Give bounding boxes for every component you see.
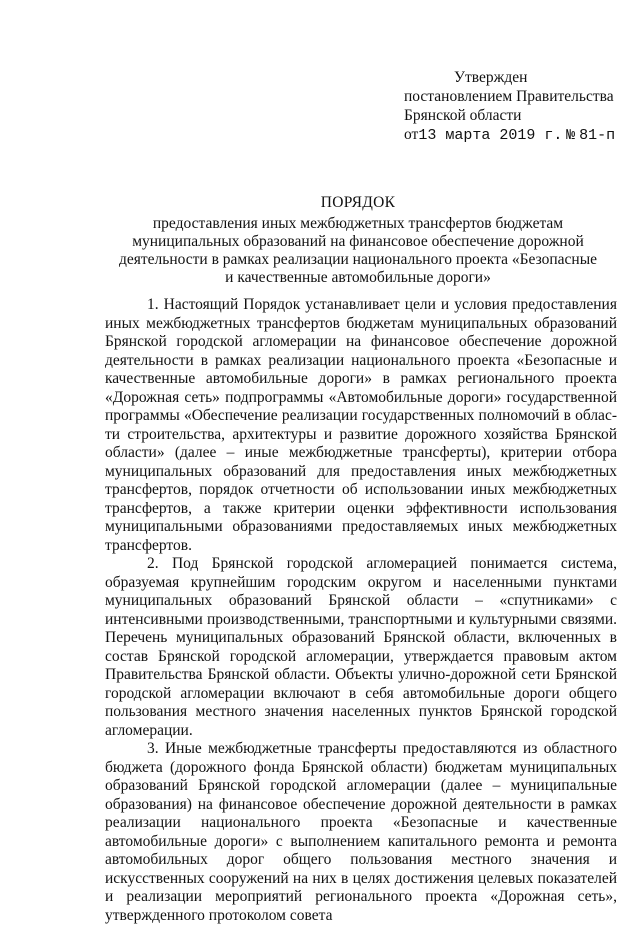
approval-number-sign: № [566,127,576,144]
approval-stamp [404,68,636,145]
approval-region: Брянской области [404,107,522,124]
document-body [105,296,617,925]
approval-heading: Утвержден [454,69,528,86]
title-line: предоставления иных межбюджетных трансфертов бюджетам [152,215,564,232]
approval-by-resolution: постановлением Правительства [404,88,614,105]
title-line: деятельности в рамках реализации национального проекта «Безопасные [119,251,597,268]
title-line: муниципальных образований на финансовое обеспечение дорожной [132,233,584,250]
title-line: и качественные автомобильные дороги» [225,269,491,286]
approval-date-line [404,125,636,145]
paragraph-2: 2. Под Брянской городской агломерацией понимается система, образуемая крупнейшим городским округом и населенными пунктами муниципальных образований Брянской области – «спутниками» с интенсивными производственными, транспортными и культурными связями. Перечень муниципальных образований Брянской области, включенных в состав Брянской городской агломерации, утверждается правовым актом Правительства Брянской области. Объекты улично-дорожной сети Брянской городской агломерации включают в себя автомобильные дороги общего пользования местного значения населенных пунктов Брянской городской агломерации. [105,555,617,739]
paragraph-1: 1. Настоящий Порядок устанавливает цели и условия предоставления иных межбюджетных трансфертов бюджетам муниципальных образований Брянской городской агломерации на финансовое обеспечение дорожной деятельности в рамках реализации национального проекта «Безопасные и качественные автомобильные дороги» в рамках регионального проекта «Дорожная сеть» подпрограммы «Автомобильные дороги» государственной программы «Обеспечение реализации государственных полномочий в области строительства, архитектуры и развитие дорожного хозяйства Брянской области» (далее – иные межбюджетные трансферты), критерии отбора муниципальных образований для предоставления иных межбюджетных трансфертов, порядок отчетности об использовании иных межбюджетных трансфертов, а также критерии оценки эффективности использования муниципальными образованиями предоставляемых иных межбюджетных трансфертов. [105,296,617,554]
document-heading: ПОРЯДОК [320,194,396,211]
approval-date-prefix: от [404,126,419,143]
paragraph-3: 3. Иные межбюджетные трансферты предоставляются из областного бюджета (дорожного фонда Брянской области) бюджетам муниципальных образований Брянской городской агломерации (далее – муниципальные образования) на финансовое обеспечение дорожной деятельности в рамках реализации национального проекта «Безопасные и качественные автомобильные дороги» с выполнением капитального ремонта и ремонта автомобильных дорог общего пользования местного значения и искусственных сооружений на них в целях достижения целевых показателей и реализации мероприятий регионального проекта «Дорожная сеть», утвержденного протоколом совета [105,740,617,924]
document-title [100,194,616,287]
approval-number: 81-п [579,127,616,144]
approval-date: 13 марта 2019 г. [418,127,563,144]
